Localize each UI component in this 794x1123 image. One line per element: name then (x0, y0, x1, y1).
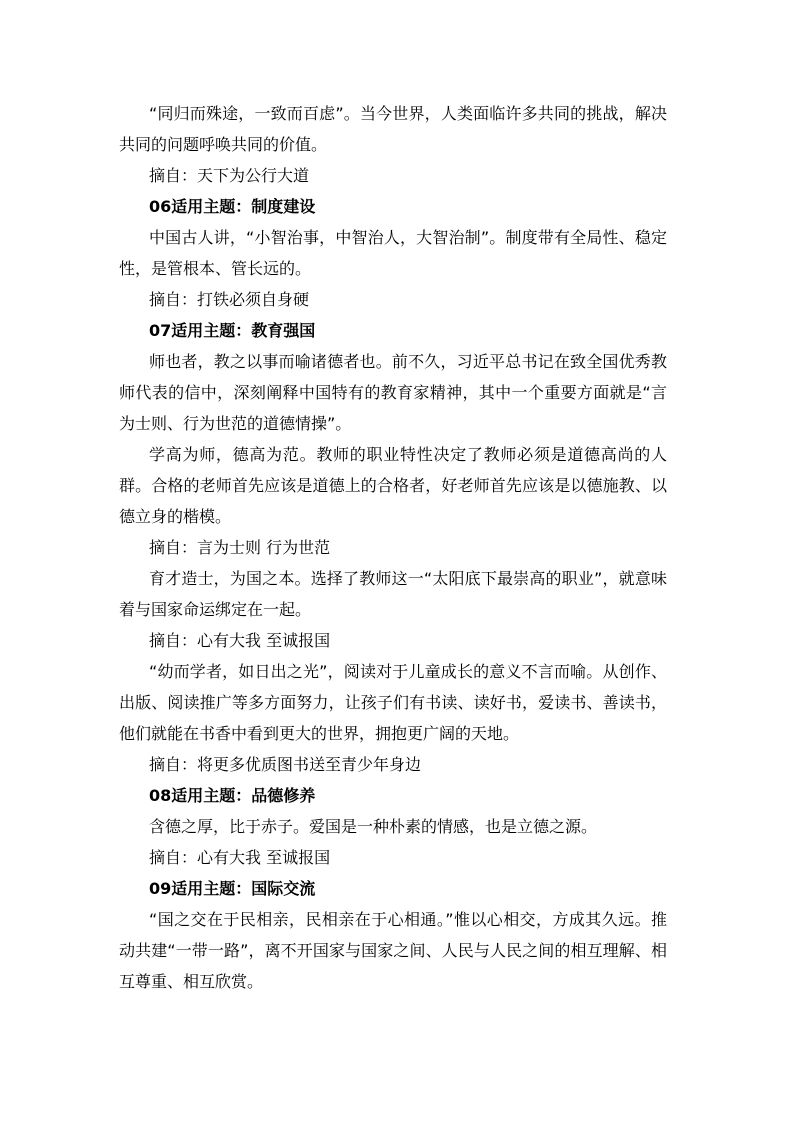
source-line: 摘自：心有大我 至诚报国 (149, 848, 331, 867)
paragraph: 中国古人讲，“小智治事，中智治人，大智治制”。制度带有全局性、稳定性，是管根本、管长远的。 (119, 228, 667, 278)
source-line: 摘自：心有大我 至诚报国 (149, 631, 331, 650)
paragraph: “国之交在于民相亲，民相亲在于心相通。”惟以心相交，方成其久远。推动共建“一带一路”，离不开国家与国家之间、人民与人民之间的相互理解、相互尊重、相互欣赏。 (119, 910, 667, 991)
section-heading: 06适用主题：制度建设 (149, 197, 316, 216)
paragraph: 含德之厚，比于赤子。爱国是一种朴素的情感，也是立德之源。 (149, 817, 598, 836)
source-line: 摘自：打铁必须自身硬 (149, 290, 310, 309)
section-heading: 09适用主题：国际交流 (149, 879, 316, 898)
paragraph: 育才造士，为国之本。选择了教师这一“太阳底下最崇高的职业”，就意味着与国家命运绑定在一起。 (119, 569, 667, 619)
paragraph: 学高为师，德高为范。教师的职业特性决定了教师必须是道德高尚的人群。合格的老师首先应该是道德上的合格者，好老师首先应该是以德施教、以德立身的楷模。 (119, 445, 667, 526)
source-line: 摘自：天下为公行大道 (149, 166, 310, 185)
source-line: 摘自：将更多优质图书送至青少年身边 (149, 755, 422, 774)
paragraph: “同归而殊途，一致而百虑”。当今世界，人类面临许多共同的挑战，解决共同的问题呼唤共同的价值。 (119, 104, 667, 154)
paragraph: 师也者，教之以事而喻诸德者也。前不久，习近平总书记在致全国优秀教师代表的信中，深刻阐释中国特有的教育家精神，其中一个重要方面就是“言为士则、行为世范的道德情操”。 (119, 352, 667, 433)
section-heading: 08适用主题：品德修养 (149, 786, 316, 805)
source-line: 摘自：言为士则 行为世范 (149, 538, 331, 557)
section-heading: 07适用主题：教育强国 (149, 321, 316, 340)
document-body (119, 98, 667, 997)
paragraph: “幼而学者，如日出之光”，阅读对于儿童成长的意义不言而喻。从创作、出版、阅读推广等多方面努力，让孩子们有书读、读好书，爱读书、善读书，他们就能在书香中看到更大的世界，拥抱更广阔的天地。 (119, 662, 667, 743)
